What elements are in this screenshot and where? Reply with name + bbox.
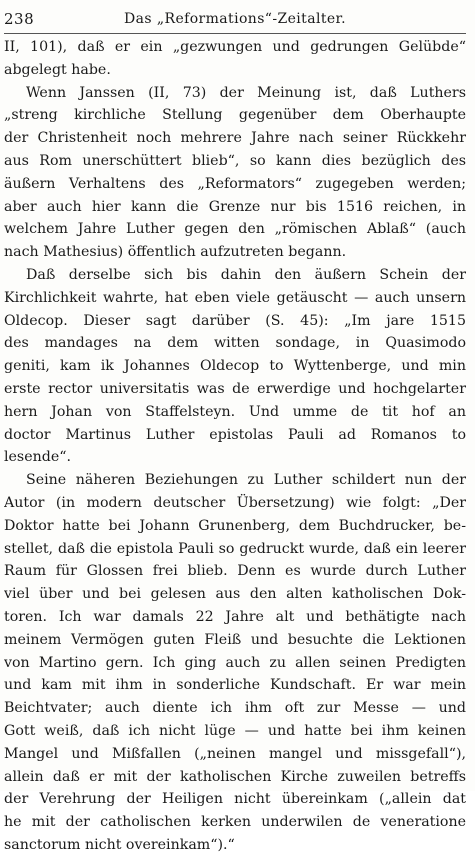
text-line: geniti, kam ik Johannes Oldecop to Wyttenberge, und min: [4, 358, 466, 375]
text-line: allein daß er mit der katholischen Kirche zuweilen betreffs: [4, 768, 466, 785]
text-line: viel über und bei gelesen aus den alten katholischen Dok-: [4, 586, 466, 603]
text-line: Doktor hatte bei Johann Grunenberg, dem Buchdrucker, be-: [4, 517, 466, 534]
text-line: Beichtvater; auch diente ich ihm oft zur Messe — und: [4, 700, 466, 717]
text-line: Raum für Glossen frei blieb. Denn es wurde durch Luther: [4, 563, 466, 580]
text-line: meinem Vermögen guten Fleiß und besuchte die Lektionen: [4, 631, 466, 648]
text-line: he mit der catholischen kerken underwilen de veneratione: [4, 814, 466, 831]
text-line: abgelegt habe.: [4, 61, 111, 78]
text-line: „streng kirchliche Stellung gegenüber dem Oberhaupte: [4, 107, 466, 124]
text-line: hern Johan von Staffelsteyn. Und umme de tit hof an: [4, 403, 466, 420]
text-line: stellet, daß die epistola Pauli so gedruckt wurde, daß ein leerer: [4, 540, 466, 557]
text-line: der Christenheit noch mehrere Jahre nach seiner Rückkehr: [4, 130, 466, 147]
page-number: 238: [4, 10, 35, 28]
text-line: doctor Martinus Luther epistolas Pauli ad Romanos to: [4, 426, 466, 443]
text-line: nach Mathesius) öffentlich aufzutreten begann.: [4, 244, 347, 261]
text-line: Autor (in modern deutscher Übersetzung) wie folgt: „Der: [4, 494, 466, 511]
text-line: II, 101), daß er ein „gezwungen und gedrungen Gelübde“: [4, 39, 466, 55]
body-text: [4, 36, 466, 857]
text-line: Mangel und Mißfallen („neinen mangel und missgefall“),: [4, 745, 466, 762]
text-line: von Martino gern. Ich ging auch zu allen seinen Predigten: [4, 654, 466, 671]
paragraph: [4, 264, 466, 469]
text-line: äußern Verhaltens des „Reformators“ zugegeben werden;: [4, 175, 466, 192]
header-rule: [4, 33, 466, 34]
text-line: sanctorum nicht overeinkam“).“: [4, 836, 235, 853]
paragraph: [4, 82, 466, 264]
text-line: Gott weiß, daß ich nicht lüge — und hatte bei ihm keinen: [4, 722, 466, 739]
running-title: Das „Reformations“-Zeitalter.: [124, 11, 346, 27]
text-line: toren. Ich war damals 22 Jahre alt und bethätigte nach: [4, 608, 466, 625]
paragraph: [4, 469, 466, 857]
page-header: [4, 10, 466, 32]
text-line: erste rector universitatis was de erwerdige und hochgelarter: [4, 380, 466, 397]
text-line: des mandages na dem witten sondage, in Quasimodo: [4, 335, 466, 352]
text-line: aber auch hier kann die Grenze nur bis 1516 reichen, in: [4, 198, 466, 215]
text-line: und kam mit ihm in sonderliche Kundschaft. Er war mein: [4, 677, 466, 694]
text-line: Oldecop. Dieser sagt darüber (S. 45): „Im jare 1515: [4, 312, 466, 329]
paragraph: [4, 36, 466, 82]
text-line: Kirchlichkeit wahrte, hat eben viele getäuscht — auch unsern: [4, 289, 466, 306]
text-line: Daß derselbe sich bis dahin den äußern Schein der: [26, 266, 466, 283]
text-line: lesende“.: [4, 449, 71, 466]
text-line: Wenn Janssen (II, 73) der Meinung ist, daß Luthers: [26, 84, 466, 101]
text-line: aus Rom unerschüttert blieb“, so kann dies bezüglich des: [4, 152, 466, 169]
text-line: der Verehrung der Heiligen nicht übereinkam („allein dat: [4, 791, 466, 808]
text-line: welchem Jahre Luther gegen den „römischen Ablaß“ (auch: [4, 221, 466, 238]
text-line: Seine näheren Beziehungen zu Luther schildert nun der: [26, 472, 466, 489]
